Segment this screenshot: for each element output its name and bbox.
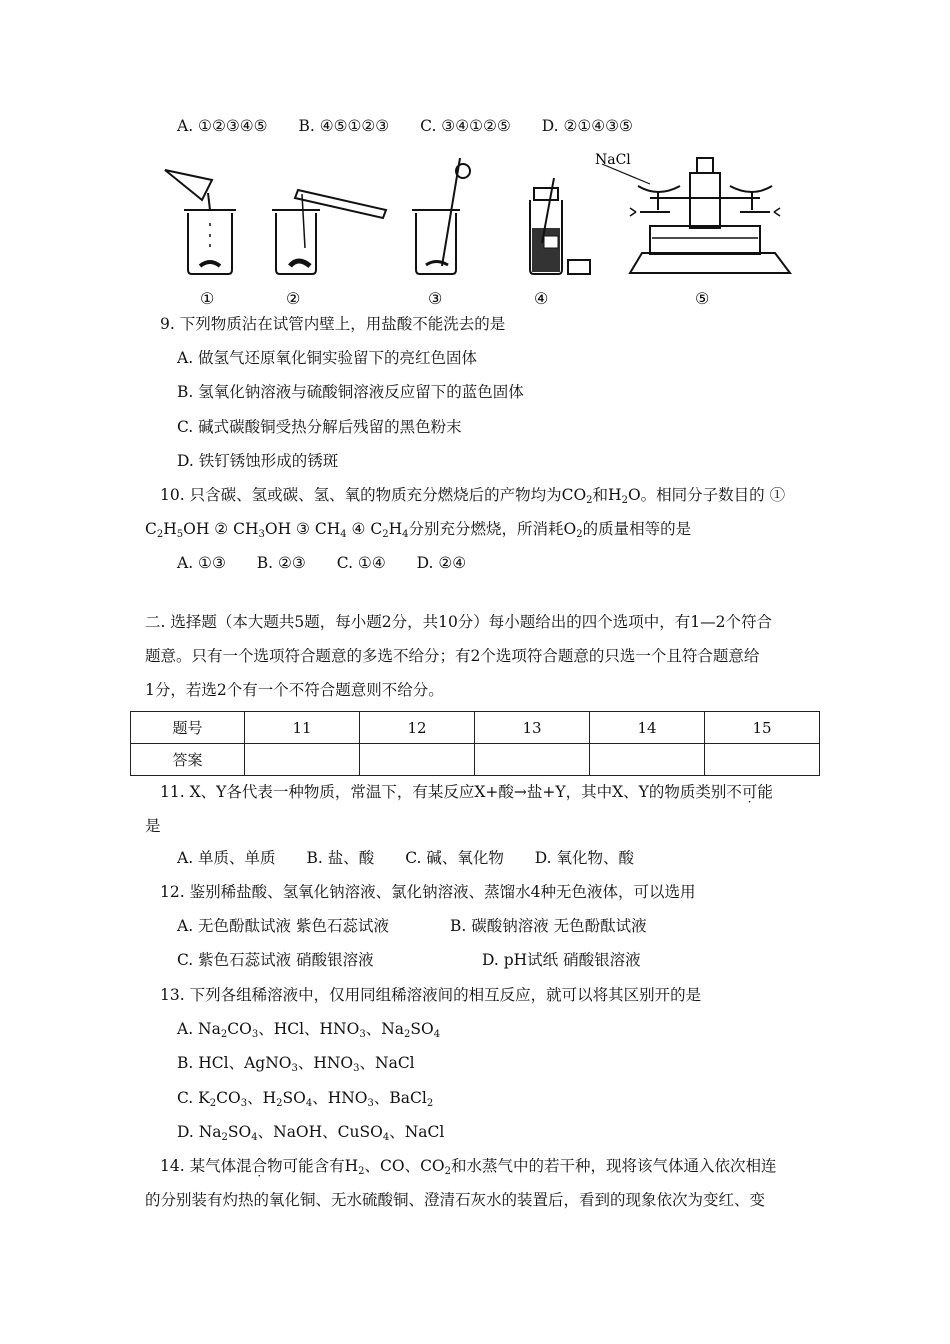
q8-options — [177, 116, 659, 136]
q10-option-b: B. ②③ — [256, 554, 306, 572]
q10-stem-line2: $C_2H_5OH$ ② $CH_3OH$ ③ $CH_4$ ④ $C_2H_4$分别充分燃烧，所消耗$O_2$的质量相等的是 — [145, 520, 692, 540]
table-row — [131, 744, 820, 776]
q12-option-a: A. 无色酚酞试液 紫色石蕊试液 — [177, 917, 389, 935]
q8-option-d: D. ②①④③⑤ — [541, 117, 633, 135]
q8-option-b: B. ④⑤①②③ — [298, 117, 390, 135]
q9-stem: 9. 下列物质沾在试管内壁上，用盐酸不能洗去的是 — [160, 315, 506, 333]
figure-caption-2: ② — [286, 289, 301, 308]
reagent-bottle-icon — [530, 178, 590, 274]
q13-option-a: A. $Na_2CO_3$、HCl、$HNO_3$、$Na_2SO_4$ — [177, 1020, 441, 1040]
q12-option-b: B. 碳酸钠溶液 无色酚酞试液 — [450, 917, 647, 935]
balance-scale-icon — [602, 158, 790, 273]
q13-stem: 13. 下列各组稀溶液中，仅用同组稀溶液间的相互反应，就可以将其区别开的是 — [160, 986, 702, 1004]
table-row — [131, 712, 820, 744]
q9-option-d: D. 铁钉锈蚀形成的锈斑 — [177, 452, 339, 470]
q11-emphasis: 不可能 — [726, 783, 773, 801]
table-answer-label: 答案 — [131, 744, 245, 776]
table-number-11: 11 — [245, 712, 360, 744]
figure-caption-5: ⑤ — [695, 289, 710, 308]
nacl-label: NaCl — [595, 152, 631, 168]
q10-option-a: A. ①③ — [177, 554, 226, 572]
apparatus-figure — [150, 148, 810, 313]
q11-option-a: A. 单质、单质 — [177, 849, 276, 867]
answer-table — [130, 711, 820, 776]
answer-cell-12[interactable] — [360, 744, 475, 776]
q9-option-c: C. 碱式碳酸铜受热分解后残留的黑色粉末 — [177, 418, 462, 436]
q11-stem-end: 是 — [145, 817, 161, 835]
q10-option-c: C. ①④ — [336, 554, 386, 572]
q11-option-d: D. 氧化物、酸 — [534, 849, 635, 867]
table-number-13: 13 — [475, 712, 590, 744]
q11-stem: 11. X、Y各代表一种物质，常温下，有某反应X+酸→盐+Y，其中X、Y的物质类别不可能 — [160, 783, 773, 801]
q9-option-b: B. 氢氧化钠溶液与硫酸铜溶液反应留下的蓝色固体 — [177, 383, 524, 401]
table-header-label: 题号 — [131, 712, 245, 744]
answer-cell-14[interactable] — [590, 744, 705, 776]
q9-option-a: A. 做氢气还原氧化铜实验留下的亮红色固体 — [177, 349, 478, 367]
section2-line2: 题意。只有一个选项符合题意的多选不给分；有2个选项符合题意的只选一个且符合题意给 — [145, 647, 760, 665]
table-number-14: 14 — [590, 712, 705, 744]
q10-option-d: D. ②④ — [416, 554, 467, 572]
section2-line3: 1分，若选2个有一个不符合题意则不给分。 — [145, 681, 444, 699]
q11-option-b: B. 盐、酸 — [306, 849, 375, 867]
figure-caption-4: ④ — [534, 289, 549, 308]
answer-cell-15[interactable] — [705, 744, 820, 776]
q12-option-d: D. pH试纸 硝酸银溶液 — [482, 951, 641, 969]
q11-option-c: C. 碱、氧化物 — [405, 849, 504, 867]
q13-option-b: B. HCl、AgNO$_3$、$HNO_3$、NaCl — [177, 1054, 415, 1074]
table-number-15: 15 — [705, 712, 820, 744]
table-number-12: 12 — [360, 712, 475, 744]
beaker-with-paper-icon — [165, 170, 236, 274]
answer-cell-11[interactable] — [245, 744, 360, 776]
q13-option-c: C. $K_2CO_3$、$H_2SO_4$、$HNO_3$、BaCl$_2$ — [177, 1089, 434, 1109]
q12-stem: 12. 鉴别稀盐酸、氢氧化钠溶液、氯化钠溶液、蒸馏水4种无色液体，可以选用 — [160, 883, 696, 901]
q10-options — [177, 553, 492, 573]
beaker-with-stirring-rod-icon — [412, 158, 470, 274]
q8-option-a: A. ①②③④⑤ — [177, 117, 268, 135]
q12-option-c: C. 紫色石蕊试液 硝酸银溶液 — [177, 951, 374, 969]
q11-options — [177, 848, 660, 868]
figure-caption-3: ③ — [428, 289, 443, 308]
q14-emphasis: 混合物 — [236, 1157, 283, 1175]
q10-stem: 10. 只含碳、氢或碳、氢、氧的物质充分燃烧后的产物均为$CO_2$和$H_2O$。相同分子数目的 ① — [160, 486, 786, 506]
answer-cell-13[interactable] — [475, 744, 590, 776]
beaker-with-cylinder-icon — [272, 190, 386, 274]
q8-option-c: C. ③④①②⑤ — [420, 117, 511, 135]
q14-stem-line2: 的分别装有灼热的氧化铜、无水硫酸铜、澄清石灰水的装置后，看到的现象依次为变红、变 — [145, 1191, 766, 1209]
figure-caption-1: ① — [200, 289, 215, 308]
q14-stem: 14. 某气体混合物可能含有$H_2$、CO、$CO_2$和水蒸气中的若干种，现将该气体通入依次相连 — [160, 1157, 777, 1177]
section2-line1: 二. 选择题（本大题共5题，每小题2分，共10分）每小题给出的四个选项中，有1—2个符合 — [145, 613, 773, 631]
q13-option-d: D. $Na_2SO_4$、NaOH、CuSO$_4$、NaCl — [177, 1123, 445, 1143]
